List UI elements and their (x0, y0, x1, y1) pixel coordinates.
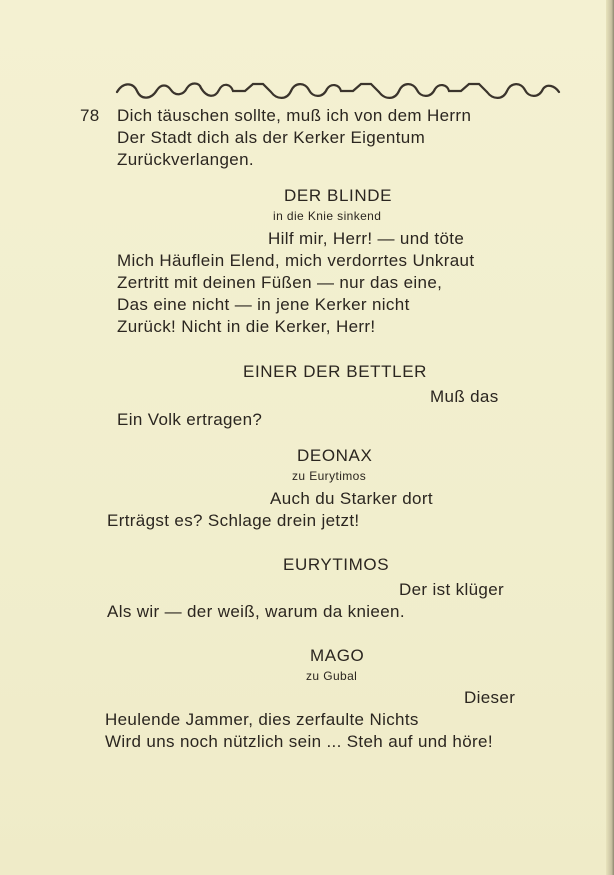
verse-line: Erträgst es? Schlage drein jetzt! (107, 511, 360, 530)
page-number: 78 (80, 106, 100, 125)
speaker-name: MAGO (310, 646, 365, 665)
verse-line: Ein Volk ertragen? (117, 410, 263, 429)
verse-line: Dich täuschen sollte, muß ich von dem Herrn (117, 106, 472, 125)
verse-line: Mich Häuflein Elend, mich verdorrtes Unkraut (117, 251, 475, 270)
verse-line: Dieser (464, 688, 516, 707)
speaker-name: EINER DER BETTLER (243, 362, 428, 381)
stage-direction: zu Eurytimos (292, 469, 367, 483)
verse-line: Als wir — der weiß, warum da knieen. (107, 602, 405, 621)
speaker-name: DEONAX (297, 446, 373, 465)
verse-line: Der Stadt dich als der Kerker Eigentum (117, 128, 426, 147)
verse-line: Zertritt mit deinen Füßen — nur das eine, (117, 273, 443, 292)
stage-direction: zu Gubal (306, 669, 358, 683)
stage-direction: in die Knie sinkend (273, 209, 382, 223)
verse-line: Der ist klüger (399, 580, 505, 599)
speaker-name: DER BLINDE (284, 186, 393, 205)
verse-line: Heulende Jammer, dies zerfaulte Nichts (105, 710, 419, 729)
verse-line: Wird uns noch nützlich sein ... Steh auf und höre! (105, 732, 493, 751)
ornamental-border (113, 80, 563, 102)
page-edge-shadow (606, 0, 614, 875)
verse-line: Muß das (430, 387, 499, 406)
verse-line: Das eine nicht — in jene Kerker nicht (117, 295, 410, 314)
speaker-name: EURYTIMOS (283, 555, 390, 574)
verse-line: Zurück! Nicht in die Kerker, Herr! (117, 317, 376, 336)
verse-line: Zurückverlangen. (117, 150, 254, 169)
verse-line: Hilf mir, Herr! — und töte (268, 229, 465, 248)
verse-line: Auch du Starker dort (270, 489, 433, 508)
